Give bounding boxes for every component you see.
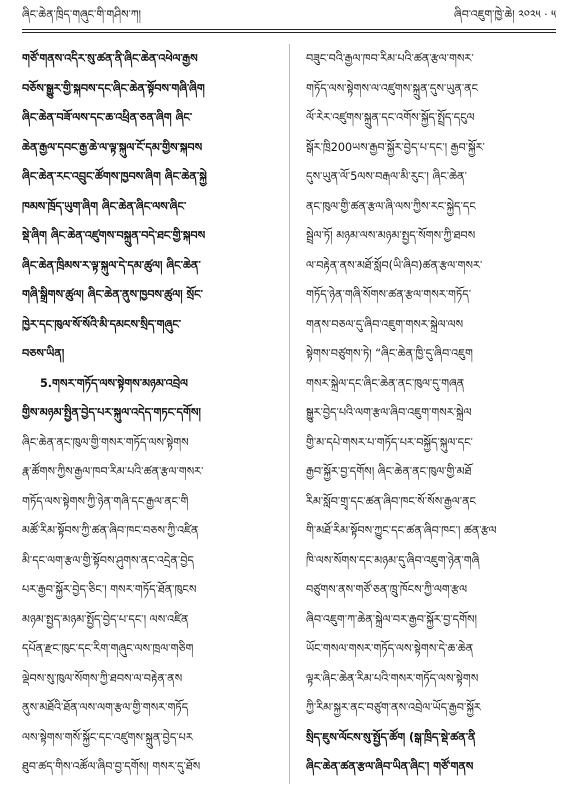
text-line: དཔོན་རྫང་ཁུང་དང་རིག་གཞུང་ལས་ཁྲལ་གཅིག <box>22 642 194 655</box>
text-line: སྦྲེལ་ཏོ། མཉམ་ལས་མཉམ་སྤྱད་སོགས་ཀྱི་ཐབས <box>306 229 476 242</box>
text-line: སྟེགས་བཙུགས་ཏེ། “ཞིང་ཆེན་ཁྱི་དུ་ཞིབ་འཇུག <box>306 347 473 360</box>
text-line: ཁམས་ཁྲོད་ཡུག་ཞིག ཞིང་ཆེན་ཞིང་ལས་ཞིང་ <box>22 199 187 213</box>
header-rule <box>22 29 556 30</box>
page-header <box>22 6 556 28</box>
header-rule-thin <box>22 32 556 33</box>
text-line: གཞི་སྒྲིགས་ཚུལ། ཞིང་ཆེན་ནུས་ཁྱབས་ཚུལ། སྲོང་ <box>22 288 203 301</box>
text-line: རྣ་ཚོགས་ཀྱིས་རྒྱལ་ཁབ་རིམ་པའི་ཚན་རྩལ་གསར་ <box>22 465 204 478</box>
text-line: གཙོ་གནས་འདིར་སུ་ཚན་ནི་ཞིང་ཆེན་འཕེལ་རྒྱས <box>22 52 198 65</box>
text-line: གྱི་མ་དཔེ་གསར་པ་གཏོད་པར་བསྐྱོད་སྐུལ་དང་ <box>306 435 473 449</box>
text-line: ཞིང་ཆེན་ཁྲིམས་ར་ལྟ་སྐུལ་དེ་དམ་ཚུལ། ཞིང་ཆེན་ <box>22 258 201 272</box>
text-line: ཁྱེར་དང་ཁུལ་སོ་སོའི་མི་དམངས་སྲིད་གཞུང་ <box>22 317 182 331</box>
text-line: དུས་ཡུན་ལོ་5ལས་བརྒལ་མི་རུང་། ཞིང་ཆེན་ <box>306 170 467 183</box>
left-column <box>22 44 272 782</box>
text-line: ནུས་མཐོའི་ཐོན་ལས་ལག་རྩལ་གྱི་གསར་གཏོད <box>22 701 189 714</box>
text-line: ཞིང་ཆེན་བཟོ་ལས་དང་ཆ་འཕྲིན་ཅན་ཞིག ཞིང་ <box>22 111 193 124</box>
text-line: ཞིང་ཆེན་ཚན་རྩལ་ཞིབ་ཡིན་ཞིང་། གཙོ་གནས <box>306 760 474 773</box>
text-line: རིམ་སློབ་གྲྭ་དང་ཚན་ཞིབ་ཁང་སོ་སོས་རྒྱལ་ནང <box>306 494 477 508</box>
text-line: རྒྱབ་སྐྱོར་བྱ་དགོས། ཞིང་ཆེན་ནང་ཁུལ་གྱི་མཐོ <box>306 465 472 478</box>
text-line: གཏོད་ཉེན་གཞི་སོགས་ཚན་རྩལ་གསར་གཏོད་ <box>306 288 472 301</box>
text-line: མཉམ་སྤྱད་མཉམ་སྤྱོད་བྱེད་པ་དང་། ལས་འཛིན <box>22 612 189 626</box>
text-line: གཏོད་ལས་སྟེགས་ཀྱི་ཉེན་གཞི་དང་རྒྱལ་ནང་གི <box>22 494 189 508</box>
text-line: སྲིད་ཇུས་ལོངས་སུ་སྤྱོད་ཚོག (སྒ་ཁྲིད་སྡེ་ཚན་ནི <box>306 730 476 744</box>
text-line: ཁི་ལས་སོགས་དང་མཉམ་དུ་ཞིབ་འཇུག་ཉེན་གཞི <box>306 553 480 567</box>
text-line: 5.གསར་གཏོད་ལས་སྟེགས་མཉམ་འབྲེལ <box>40 376 188 390</box>
right-column <box>306 44 556 782</box>
text-line: བཙུགས་ནས་གཙོ་ཅན་ཁྲུ་ཁོངས་ཀྱི་ལག་རྩལ <box>306 583 468 596</box>
text-line: སྒོར་ཁྲི200ཡས་རྒྱབ་སྐྱོར་བྱེད་པ་དང་། རྒྱབ་སྐྱོར་ <box>306 140 485 154</box>
column-divider <box>289 44 290 784</box>
text-line: གཏོད་ལས་སྟེགས་ལ་འཛུགས་སྐྲུན་དུས་ཡུན་ནང <box>306 81 479 95</box>
text-line: པར་རྒྱབ་སྐྱོར་བྱེད་ཅིང་། གསར་གཏོད་ཐོན་ཁུངས <box>22 583 197 596</box>
text-line: སྡེ་ཞིག ཞིང་ཆེན་འཛུགས་བསྐྲུན་བདེ་ཐང་གྱི་སྐབས <box>22 229 206 242</box>
text-line: ཆེན་རྒྱལ་དབང་རྒྱ་ཆེ་ལ་ལྟ་སྐུལ་ངོ་དམ་གྱིས་སྐབས <box>22 140 203 154</box>
text-line: ལྡེབས་སུ་ཁུལ་སོགས་ཀྱི་ཐབས་ལ་བརྟེན་ནས <box>22 671 183 685</box>
text-line: གི་མཐོ་རིམ་སྟོབས་ཀྱུང་དང་ཚན་ཞིབ་ཁང་། ཚན་རྩལ <box>306 524 497 537</box>
text-line: གྱིས་མཉམ་སྤྱིན་བྱེད་པར་སྐུལ་འདེད་གཏང་དགོས། <box>22 406 201 419</box>
text-line: ལས་སྟེགས་གསོ་སྐྱོང་དང་འཛུགས་སྐྲུན་བྱེད་པར <box>22 730 193 744</box>
text-line: མཚོ་རིམ་སྟོབས་ཀྱི་ཚན་ཞིབ་ཁང་བཅས་ཀྱི་འཛིན <box>22 524 199 537</box>
text-line: བཅོས་སྒྱུར་གྱི་སྐབས་དང་ཞིང་ཆེན་སྟོབས་གཞི་ཞིག <box>22 81 205 95</box>
text-line: ཐུབ་ཚད་གིས་འཚོལ་ཞིབ་བྱ་དགོས། གསར་དུ་ཐོས <box>22 760 201 773</box>
issue-number: ཞིབ་འཇུག་ཁྱེ་ཆེ། ༢༠༢༥ · ༥ <box>454 7 556 21</box>
journal-section-title: ཞིང་ཆེན་ཁྲིད་གཞུང་གི་གཤིས་ཀ། <box>22 7 141 21</box>
text-line: ཀྱི་རིམ་སྐྱར་ནང་བཙུག་ནས་འབྲེལ་ཡོད་རྒྱབ་སྐྱོར <box>306 701 481 714</box>
text-line: ཞིང་ཆེན་ནང་ཁུལ་གྱི་གསར་གཏོད་ལས་སྟེགས <box>22 435 189 449</box>
text-line: ཞིབ་འཇུག་ཀ་ཆེན་སྐྲེལ་བར་རྒྱབ་སྐྱོར་བྱ་དགོས། <box>306 612 478 626</box>
text-line: ལ་བརྟེན་ནས་མཐོ་སློབ(ཡི་ཞིབ)ཚན་རྩལ་གསར་ <box>306 258 483 272</box>
text-line: ལོ་རེར་འཛུགས་སྐྲུན་དང་འགོས་སྐྱོད་སྤྲོད་དངུལ <box>306 111 475 124</box>
text-line: ཡོང་གསལ་གསར་གཏོད་ལས་སྟེགས་དེ་ཆ་ཆེན <box>306 642 474 655</box>
text-line: བཟུང་བའི་རྒྱལ་ཁབ་རིམ་པའི་ཚན་རྩལ་གསར་ <box>306 52 474 65</box>
text-line: གསར་སྐྲེལ་དང་ཞིང་ཆེན་ནང་ཁུལ་དུ་གཞན <box>306 376 465 390</box>
text-line: ནང་ཁུལ་གྱི་ཚན་རྩལ་ཞི་ལས་ཀྱིས་རང་སྐྱེད་དང <box>306 199 476 213</box>
text-line: བཅས་ཡིན། <box>22 347 65 360</box>
text-line: གནས་བཅལ་དུ་ཞིབ་འཇུག་གསར་སྐྲེལ་ལས <box>306 317 464 331</box>
text-line: ཞིང་ཆེན་རང་འབྲུང་ཚོགས་ཁྱབས་ཞིག ཞིང་ཆེན་སྐྱེ <box>22 170 207 183</box>
text-line: སྒྱུར་བྱེད་པའི་ལག་རྩལ་ཞིབ་འཇུག་གསར་སྐྲེལ <box>306 406 472 419</box>
text-line: མི་དང་ལག་རྩལ་གྱི་སྟོབས་ཤུགས་ནང་འདྲེན་བྱེད <box>22 553 194 567</box>
text-line: ལྟར་ཞིང་ཆེན་རིམ་པའི་གསར་གཏོད་ལས་སྟེགས <box>306 671 479 685</box>
